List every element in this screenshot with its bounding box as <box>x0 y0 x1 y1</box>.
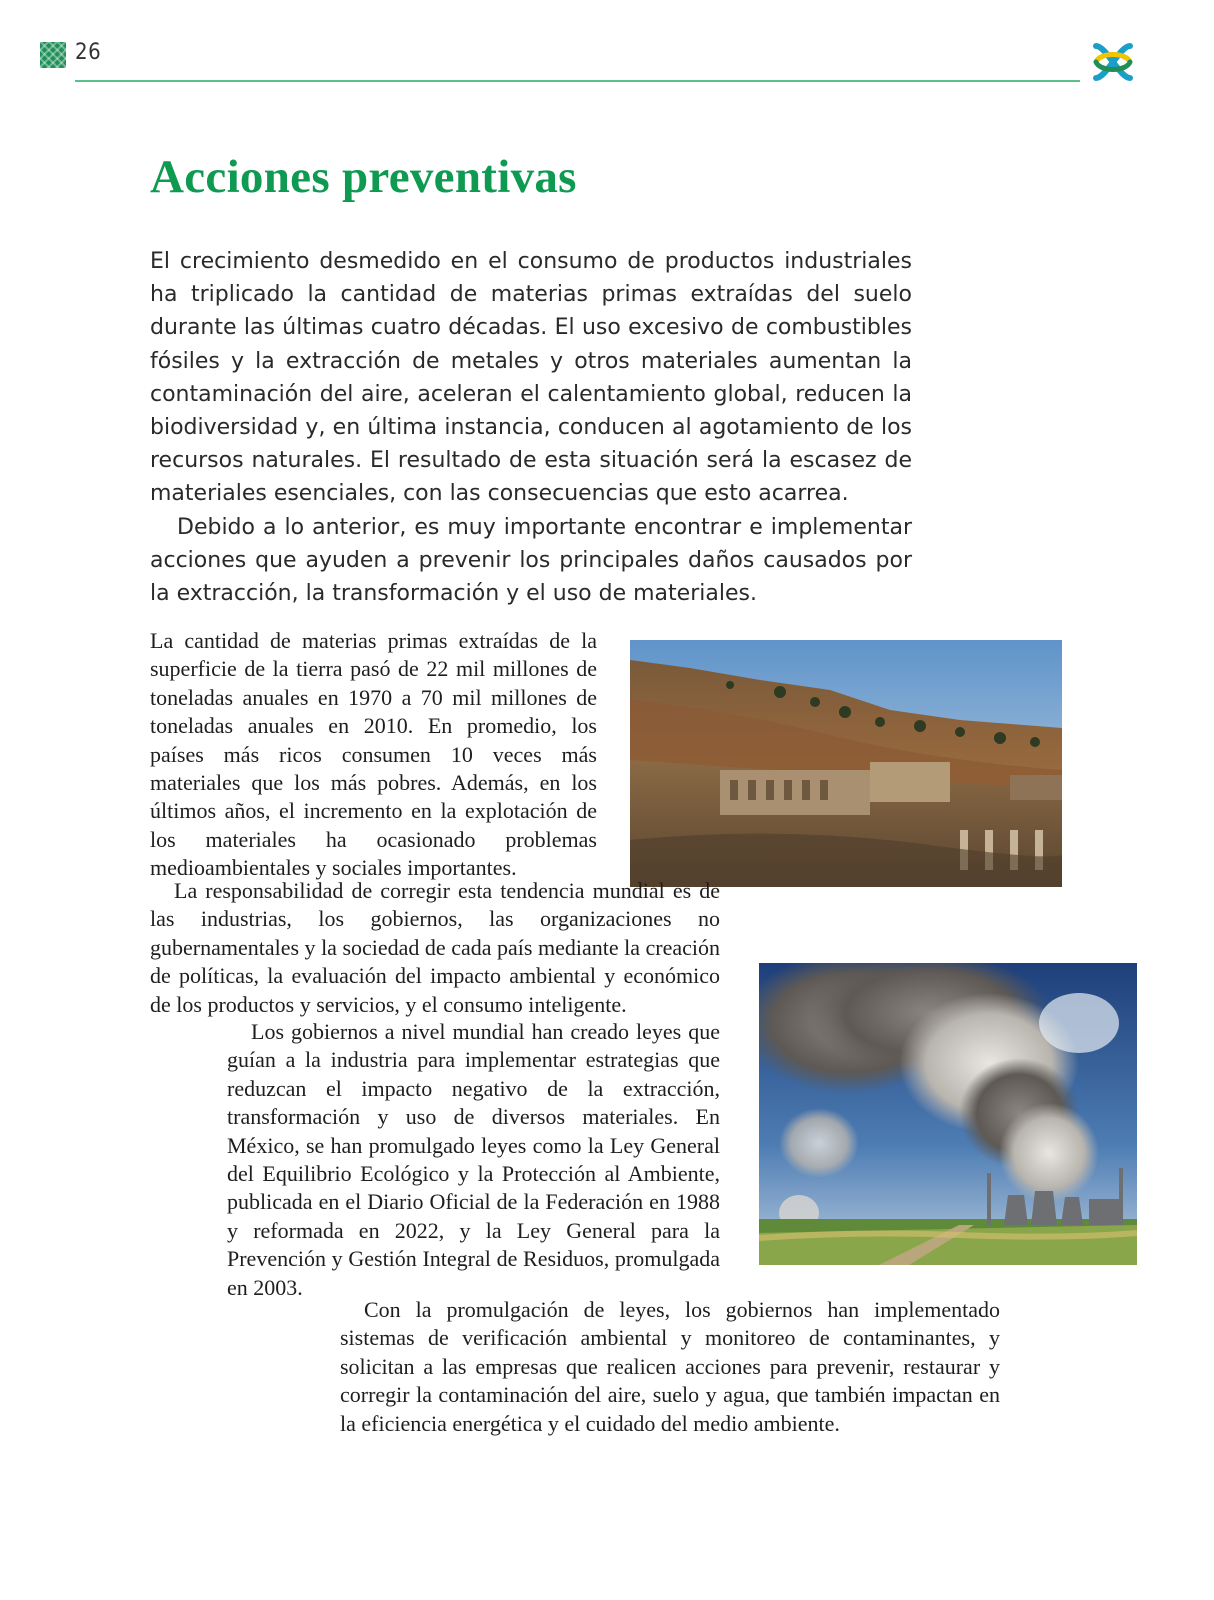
body-paragraph: Los gobiernos a nivel mundial han creado leyes que guían a la industria para implementar estrategias que reduzcan el impacto negativo de la extracción, transformación y uso de diversos materiales. En México, se han promulgado leyes como la Ley General del Equilibrio Ecológico y la Protección al Ambiente, publicada en el Diario Oficial de la Federación en 1988 y reformada en 2022, y la Ley General para la Prevención y Gestión Integral de Residuos, promulgada en 2003. <box>227 1019 720 1300</box>
page-header <box>0 0 1214 90</box>
body-paragraph: La cantidad de materias primas extraídas de la superficie de la tierra pasó de 22 mil millones de toneladas anuales en 1970 a 70 mil millones de toneladas anuales en 2010. En promedio, los países más ricos consumen 10 veces más materiales que los más pobres. Además, en los últimos años, el incremento en la explotación de los materiales ha ocasionado problemas medioambientales y sociales importantes. <box>150 628 597 881</box>
power-plant-smoke-photo <box>759 963 1137 1265</box>
atom-logo-icon <box>1090 38 1136 86</box>
mine-ruins-photo <box>630 640 1062 887</box>
intro-paragraph: Debido a lo anterior, es muy importante encontrar e implementar acciones que ayuden a prevenir los principales daños causados por la extracción, la transformación y el uso de materiales. <box>150 514 912 607</box>
page-number: 26 <box>75 40 102 65</box>
header-rule <box>75 80 1080 82</box>
intro-section <box>150 245 912 610</box>
intro-paragraph: El crecimiento desmedido en el consumo de productos industriales ha triplicado la cantidad de materias primas extraídas del suelo durante las últimas cuatro décadas. El uso excesivo de combustibles fósiles y la extracción de metales y otros materiales aumentan la contaminación del aire, aceleran el calentamiento global, reducen la biodiversidad y, en última instancia, conducen al agotamiento de los recursos naturales. El resultado de esta situación será la escasez de materiales esenciales, con las consecuencias que esto acarrea. <box>150 249 912 507</box>
body-paragraph: Con la promulgación de leyes, los gobiernos han implementado sistemas de verificación ambiental y monitoreo de contaminantes, y solicitan a las empresas que realicen acciones para prevenir, restaurar y corregir la contaminación del aire, suelo y agua, que también impactan en la eficiencia energética y el cuidado del medio ambiente. <box>340 1297 1000 1436</box>
pattern-icon <box>40 42 66 68</box>
body-paragraph: La responsabilidad de corregir esta tendencia mundial es de las industrias, los gobiernos, las organizaciones no gubernamentales y la sociedad de cada país mediante la creación de políticas, la evaluación del impacto ambiental y económico de los productos y servicios, y el consumo inteligente. <box>150 878 720 1017</box>
page-title: Acciones preventivas <box>150 151 577 203</box>
